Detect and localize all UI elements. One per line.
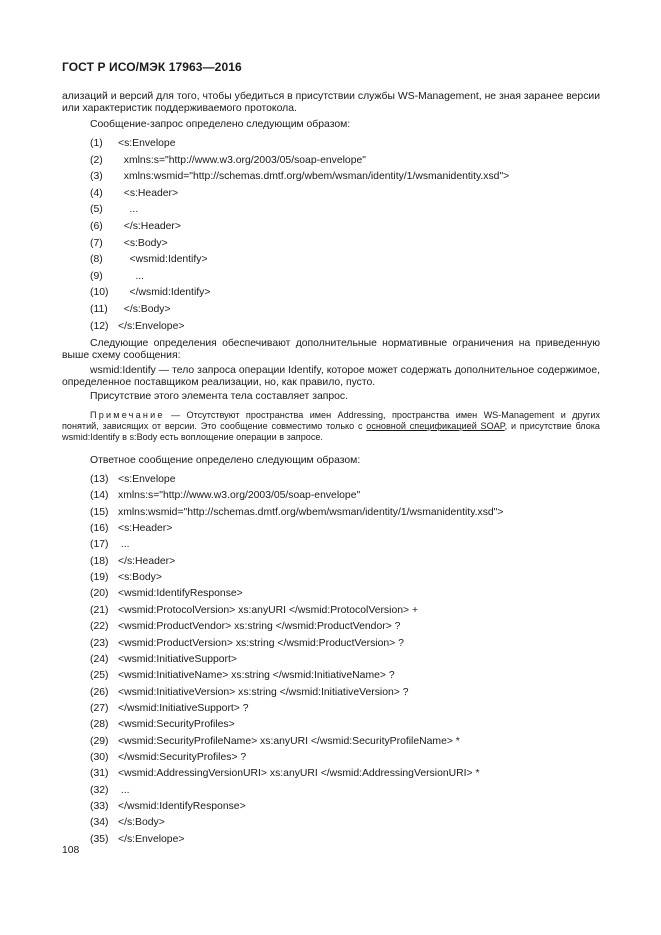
response-line <box>90 588 243 600</box>
request-line <box>90 287 210 299</box>
request-line-number: (6) <box>90 221 103 232</box>
response-line <box>90 556 175 568</box>
request-line <box>90 238 168 250</box>
response-line-number: (31) <box>90 768 109 780</box>
response-line-code: </wsmid:SecurityProfiles> ? <box>118 751 247 763</box>
response-line-code: <wsmid:SecurityProfiles> <box>118 719 235 731</box>
response-line-number: (24) <box>90 653 109 665</box>
response-line-number: (35) <box>90 833 109 845</box>
response-line-code: <wsmid:ProductVersion> xs:string </wsmid:ProductVersion> ? <box>118 637 404 649</box>
request-line-number: (8) <box>90 254 103 266</box>
response-line-code: <wsmid:AddressingVersionURI> xs:anyURI </wsmid:AddressingVersionURI> * <box>118 768 480 780</box>
response-line <box>90 703 249 715</box>
request-line-number: (1) <box>90 138 103 149</box>
response-line-number: (14) <box>90 490 109 502</box>
response-line <box>90 752 246 764</box>
note-paragraph <box>62 410 600 444</box>
response-line <box>90 801 246 813</box>
request-line-code: </s:Envelope> <box>118 320 185 332</box>
request-line-number: (9) <box>90 270 103 282</box>
response-line <box>90 768 480 780</box>
response-line-number: (16) <box>90 523 109 535</box>
response-line-code: ... <box>118 539 130 551</box>
document-header: ГОСТ Р ИСО/МЭК 17963—2016 <box>62 60 242 74</box>
response-line-code: <wsmid:SecurityProfileName> xs:anyURI </wsmid:SecurityProfileName> * <box>118 735 460 747</box>
response-line-number: (26) <box>90 686 109 698</box>
request-line <box>90 138 175 150</box>
request-line-code: </s:Header> <box>118 221 181 232</box>
response-line-number: (18) <box>90 555 109 567</box>
request-line-code: ... <box>118 270 144 282</box>
page-number: 108 <box>62 845 80 856</box>
request-line-number: (5) <box>90 204 103 216</box>
note-label: Примечание <box>90 410 165 420</box>
response-line-number: (30) <box>90 751 109 763</box>
request-line-code: xmlns:s="http://www.w3.org/2003/05/soap-envelope" <box>118 154 366 166</box>
request-line-code: <s:Header> <box>118 187 179 199</box>
response-line-code: ... <box>118 784 130 796</box>
request-line <box>90 271 144 283</box>
response-line-number: (28) <box>90 719 109 731</box>
request-line <box>90 221 181 233</box>
response-line-code: </s:Body> <box>118 817 165 829</box>
response-line-code: xmlns:s="http://www.w3.org/2003/05/soap-envelope" <box>118 490 361 502</box>
request-line-code: </wsmid:Identify> <box>118 287 211 299</box>
response-line-number: (27) <box>90 702 109 714</box>
intro-paragraph: ализаций и версий для того, чтобы убедиться в присутствии службы WS-Management, не зная заранее версии или характеристик поддерживаемого протокола. <box>62 91 600 115</box>
response-line <box>90 507 503 519</box>
response-line-number: (33) <box>90 801 109 812</box>
response-line-code: </s:Header> <box>118 555 176 567</box>
response-line-code: <wsmid:InitiativeVersion> xs:string </wsmid:InitiativeVersion> ? <box>118 686 409 698</box>
request-line-code: ... <box>118 204 139 216</box>
request-line-number: (3) <box>90 171 103 183</box>
response-line <box>90 817 165 829</box>
response-line-number: (34) <box>90 817 109 829</box>
request-line <box>90 155 366 167</box>
response-line <box>90 670 395 682</box>
request-intro: Сообщение-запрос определено следующим образом: <box>90 119 351 130</box>
response-line-number: (21) <box>90 604 109 616</box>
response-line <box>90 834 184 846</box>
response-line-number: (32) <box>90 784 109 796</box>
request-line-number: (7) <box>90 237 103 249</box>
response-line-number: (25) <box>90 670 109 682</box>
note-text-before: — Отсутствуют пространства имен Addressing, пространства имен WS-Management и других понятий, зависящих от версии. Это сообщение совместимо только с <box>62 410 600 432</box>
response-line <box>90 572 162 584</box>
response-line-code: </s:Envelope> <box>118 833 185 845</box>
request-line <box>90 171 509 183</box>
response-line-code: <wsmid:InitiativeName> xs:string </wsmid:InitiativeName> ? <box>118 670 395 682</box>
response-line <box>90 474 175 486</box>
response-line-number: (13) <box>90 474 109 485</box>
request-line <box>90 188 178 200</box>
response-line <box>90 605 418 617</box>
response-line-number: (22) <box>90 621 109 633</box>
response-line-code: <s:Body> <box>118 572 162 584</box>
response-line-number: (17) <box>90 539 109 551</box>
body-empty-paragraph: Присутствие этого элемента тела составляет запрос. <box>90 391 349 402</box>
soap-spec-link[interactable]: основной спецификацией SOAP <box>366 421 505 432</box>
request-line-code: </s:Body> <box>118 304 171 315</box>
response-line-code: <wsmid:ProtocolVersion> xs:anyURI </wsmid:ProtocolVersion> + <box>118 604 419 616</box>
request-line-number: (10) <box>90 287 109 299</box>
response-line <box>90 490 360 502</box>
request-line-number: (4) <box>90 187 103 199</box>
request-line <box>90 204 138 216</box>
response-line <box>90 621 400 633</box>
request-line-number: (12) <box>90 320 109 332</box>
response-line-code: <wsmid:ProductVendor> xs:string </wsmid:ProductVendor> ? <box>118 621 401 633</box>
response-line-code: <wsmid:InitiativeSupport> <box>118 653 237 665</box>
request-line <box>90 304 171 316</box>
request-line-code: <wsmid:Identify> <box>118 254 208 266</box>
response-line-code: <s:Header> <box>118 523 173 535</box>
response-line-code: xmlns:wsmid="http://schemas.dmtf.org/wbem/wsman/identity/1/wsmanidentity.xsd"> <box>118 506 504 518</box>
response-line <box>90 654 237 666</box>
response-line-number: (23) <box>90 637 109 649</box>
identify-definition: wsmid:Identify — тело запроса операции Identify, которое может содержать дополнительное содержимое, определенное поставщиком реализации, но, как правило, пусто. <box>62 365 600 389</box>
response-line-number: (15) <box>90 506 109 518</box>
response-line <box>90 719 235 731</box>
request-line-code: <s:Body> <box>118 237 168 249</box>
response-line-code: </wsmid:IdentifyResponse> <box>118 801 246 812</box>
response-line-number: (20) <box>90 588 109 600</box>
response-line-number: (29) <box>90 735 109 747</box>
response-line-number: (19) <box>90 572 109 584</box>
response-line <box>90 736 460 748</box>
response-line <box>90 523 172 535</box>
note-text-after: , и присутствие блока wsmid:Identify в s:Body есть воплощение операции в запросе. <box>62 421 600 443</box>
response-line <box>90 539 130 551</box>
constraints-intro: Следующие определения обеспечивают дополнительные нормативные ограничения на приведенную выше схему сообщения: <box>62 338 600 362</box>
request-line-code: xmlns:wsmid="http://schemas.dmtf.org/wbem/wsman/identity/1/wsmanidentity.xsd"> <box>118 171 510 183</box>
request-line <box>90 321 184 333</box>
response-line-code: </wsmid:InitiativeSupport> ? <box>118 702 249 714</box>
response-line-code: <s:Envelope <box>118 474 176 485</box>
response-intro: Ответное сообщение определено следующим образом: <box>90 455 361 466</box>
request-line <box>90 254 208 266</box>
request-line-number: (11) <box>90 304 108 315</box>
response-line <box>90 638 404 650</box>
response-line <box>90 785 130 797</box>
request-line-number: (2) <box>90 154 103 166</box>
request-line-code: <s:Envelope <box>118 138 176 149</box>
response-line <box>90 687 409 699</box>
response-line-code: <wsmid:IdentifyResponse> <box>118 588 243 600</box>
